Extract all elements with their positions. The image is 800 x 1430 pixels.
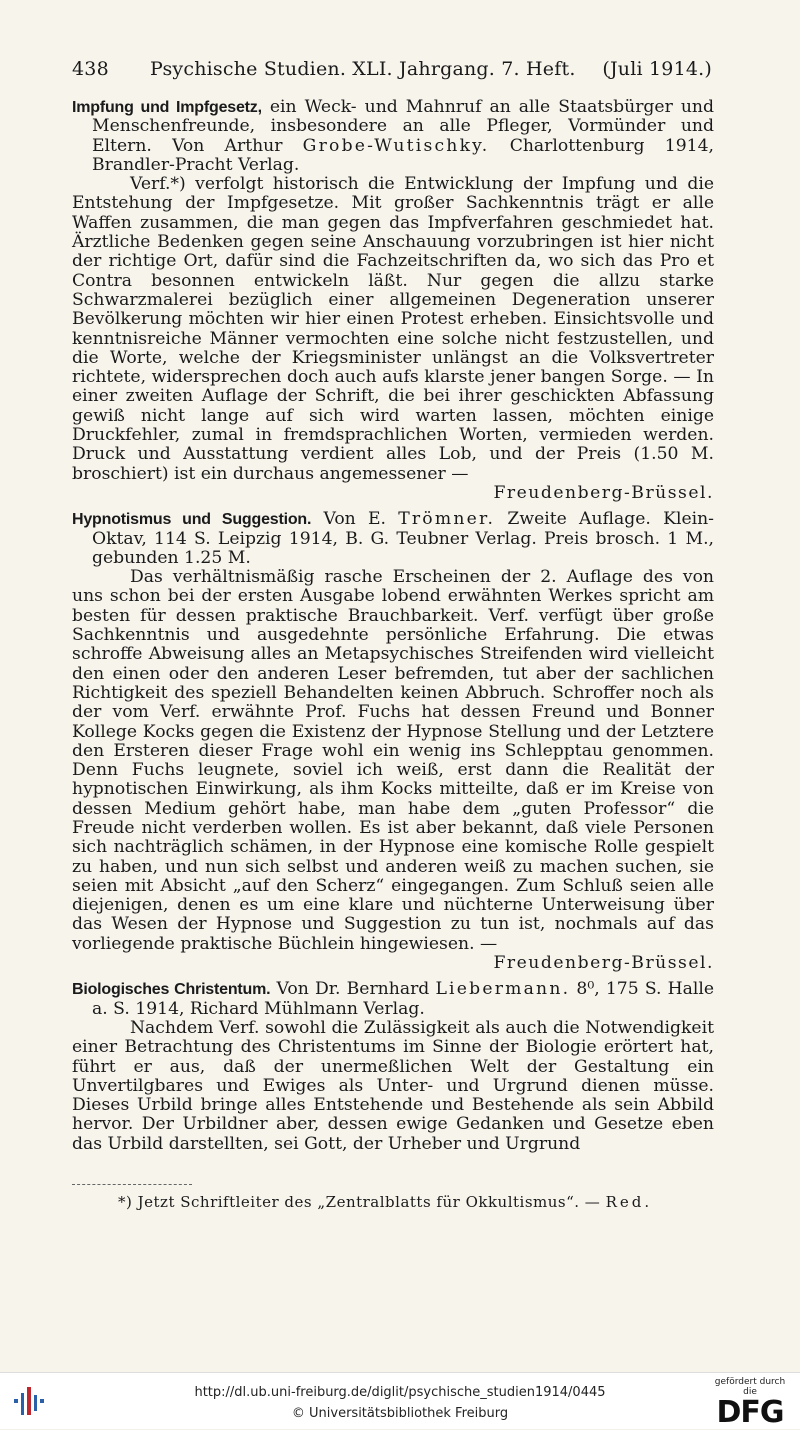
footnote-text: *) Jetzt Schriftleiter des „Zentralblatts für Okkultismus“. — [118,1193,606,1211]
citation-end: Zweite Auflage. Klein-Oktav, 114 S. Leipzig 1914, B. G. Teubner Verlag. Preis brosch. 1 M., gebunden 1.25 M. [92,509,714,568]
review-column [72,98,714,1154]
entry-title: Impfung und Impfgesetz, [72,99,262,116]
viewer-footer [0,1372,800,1429]
author-name: Trömner. [398,509,496,530]
issue-date: (Juli 1914.) [602,58,712,80]
copyright-notice: © Universitätsbibliothek Freiburg [291,1406,509,1421]
citation-text: Von Dr. Bernhard [270,979,436,1000]
review-entry [72,510,714,973]
review-body: Verf.*) verfolgt historisch die Entwicklung der Impfung und die Entstehung der Impfgesetze. Mit großer Sachkenntnis trägt er alle Waffen zusammen, die man gegen das Impfverfahren geschmiedet hat. Ärztliche Bedenken gegen seine Anschauung vorzubringen ist hier nicht der richtige Ort, dafür sind die Fachzeitschriften da, wo sich das Pro et Contra besonnen entwickeln läßt. Nur gegen die allzu starke Schwarzmalerei bezüglich einer allgemeinen Degeneration unserer Bevölkerung möchten wir hier einen Protest erheben. Einsichtsvolle und kenntnisreiche Männer vermochten eine solche nicht festzustellen, und die Worte, welche der Kriegsminister unlängst an die Volksvertreter richtete, widersprechen doch auch aufs klarste jener bangen Sorge. — In einer zweiten Auflage der Schrift, die bei ihrer geschickten Abfassung gewiß nicht lange auf sich wird warten lassen, möchten einige Druckfehler, zumal in fremdsprachlichen Worten, vermieden werden. Druck und Ausstattung verdient alles Lob, und der Preis (1.50 M. broschiert) ist ein durchaus angemessener — [72,174,714,484]
citation-text: ein Weck- und Mahnruf an alle Staatsbürger und Menschenfreunde, insbesondere an alle Pfleger, Vormünder und Eltern. Von Arthur [92,97,714,156]
author-name: Liebermann. [435,979,571,1000]
page-url-link[interactable]: http://dl.ub.uni-freiburg.de/diglit/psychische_studien1914/0445 [194,1385,606,1400]
citation-end: 8⁰, 175 S. Halle a. S. 1914, Richard Mühlmann Verlag. [92,979,714,1019]
footnote-divider [72,1184,192,1185]
review-entry [72,980,714,1154]
review-body: Nachdem Verf. sowohl die Zulässigkeit als auch die Notwendigkeit einer Betrachtung des Christentums im Sinne der Biologie erörtert hat, führt er aus, daß der unermeßlichen Welt der Gestaltung ein Unvertilgbares und Ewiges als Unter- und Urgrund dienen müsse. Dieses Urbild bringe alles Entstehende und Bestehende als sein Abbild hervor. Der Urbildner aber, dessen ewige Gedanken und Gesetze eben das Urbild darstellten, sei Gott, der Urheber und Urgrund [72,1017,714,1154]
author-name: Grobe-Wutischky. [302,135,490,156]
dfg-wordmark: DFG [716,1395,784,1430]
journal-title: Psychische Studien. XLI. Jahrgang. 7. Heft. [150,58,576,80]
running-header [72,58,712,86]
dfg-logo [710,1377,790,1430]
citation-text: Von E. [311,509,399,530]
page-number: 438 [72,58,109,80]
reviewer-signature: Freudenberg-Brüssel. [493,953,714,974]
entry-title: Biologisches Christentum. [72,981,271,999]
reviewer-signature: Freudenberg-Brüssel. [493,482,714,503]
review-entry [72,98,714,503]
entry-citation [72,510,714,568]
dfg-funding-label: gefördert durch die [714,1377,786,1397]
entry-citation [72,980,714,1019]
review-body: Das verhältnismäßig rasche Erscheinen der 2. Auflage des von uns schon bei der ersten Ausgabe lobend erwähnten Werkes spricht am besten für dessen praktische Brauchbarkeit. Verf. verfügt über große Sachkenntnis und ausgedehnte persönliche Erfahrung. Die etwas schroffe Abweisung alles an Metapsychisches Streifenden wird vielleicht den einen oder den anderen Leser befremden, tut aber der sachlichen Richtigkeit des speziell Behandelten keinen Abbruch. Schroffer noch als der vom Verf. erwähnte Prof. Fuchs hat dessen Freund und Bonner Kollege Kocks gegen die Existenz der Hypnose Stellung und der Letztere den Ersteren dieser Frage wohl ein wenig ins Schlepptau genommen. Denn Fuchs leugnete, soviel ich weiß, erst dann die Realität der hypnotischen Einwirkung, als ihm Kocks mitteilte, daß er im Kreise von dessen Medium gehört habe, man habe dem „guten Professor“ die Freude nicht verderben wollen. Es ist aber bekannt, daß viele Personen sich nachträglich schämen, in der Hypnose eine komische Rolle gespielt zu haben, und nun sich selbst und anderen weiß zu machen suchen, sie seien mit Absicht „auf den Scherz“ eingegangen. Zum Schluß seien alle diejenigen, denen es um eine klare und nüchterne Unterweisung über das Wesen der Hypnose und Suggestion zu tun ist, nochmals auf das vorliegende praktische Büchlein hingewiesen. — [72,567,714,954]
citation-end: Charlottenburg 1914, Brandler-Pracht Verlag. [92,135,714,175]
entry-title: Hypnotismus und Suggestion. [72,511,312,529]
footnote [118,1193,652,1211]
footnote-editor: Red. [605,1193,653,1211]
entry-citation [72,98,714,175]
